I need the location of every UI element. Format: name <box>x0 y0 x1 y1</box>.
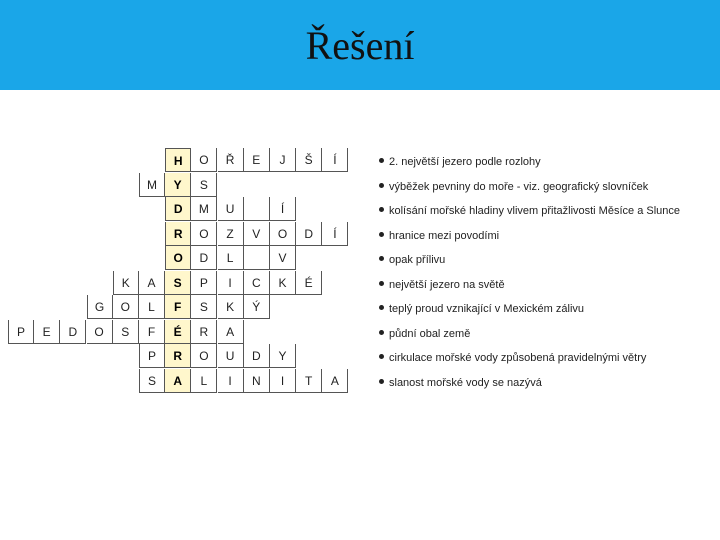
crossword-cell: S <box>191 295 217 319</box>
crossword-cell: Ý <box>244 295 270 319</box>
crossword-cell: S <box>191 173 217 197</box>
crossword-cell: E <box>244 148 270 172</box>
crossword-cell: G <box>87 295 113 319</box>
crossword-cell: L <box>139 295 165 319</box>
crossword-cell: Ř <box>218 148 244 172</box>
crossword-cell: K <box>218 295 244 319</box>
crossword-cell: A <box>322 369 348 393</box>
crossword-cell: S <box>139 369 165 393</box>
solution-cell: O <box>165 246 191 270</box>
clue-item: slanost mořské vody se nazývá <box>379 371 719 396</box>
clue-item: cirkulace mořské vody způsobená pravidelnými větry <box>379 346 719 371</box>
clue-item: výběžek pevniny do moře - viz. geografický slovníček <box>379 175 719 200</box>
crossword-cell: Š <box>296 148 322 172</box>
crossword-cell <box>244 197 270 221</box>
clue-item: opak přílivu <box>379 248 719 273</box>
crossword-cell: V <box>270 246 296 270</box>
crossword-cell: R <box>191 320 217 344</box>
solution-cell: D <box>165 197 191 221</box>
crossword-cell: O <box>270 222 296 246</box>
crossword-cell: J <box>270 148 296 172</box>
crossword-cell: P <box>8 320 34 344</box>
crossword-cell: T <box>296 369 322 393</box>
slide-title: Řešení <box>305 23 415 68</box>
solution-cell: F <box>165 295 191 319</box>
crossword-cell: U <box>218 197 244 221</box>
crossword-cell: I <box>270 369 296 393</box>
crossword-cell: O <box>87 320 113 344</box>
crossword-cell: L <box>218 246 244 270</box>
clue-item: největší jezero na světě <box>379 273 719 298</box>
crossword-cell: P <box>191 271 217 295</box>
solution-cell: H <box>165 148 191 172</box>
crossword-cell: F <box>139 320 165 344</box>
crossword-cell: A <box>139 271 165 295</box>
crossword-cell: D <box>244 344 270 368</box>
crossword-cell: E <box>34 320 60 344</box>
crossword-cell: I <box>218 271 244 295</box>
crossword-cell: M <box>191 197 217 221</box>
crossword-cell: D <box>296 222 322 246</box>
clue-item: kolísání mořské hladiny vlivem přitažlivosti Měsíce a Slunce <box>379 199 719 224</box>
solution-cell: É <box>165 320 191 344</box>
solution-cell: Y <box>165 173 191 197</box>
crossword-cell: Í <box>322 148 348 172</box>
solution-cell: S <box>165 271 191 295</box>
crossword-cell: A <box>218 320 244 344</box>
solution-cell: A <box>165 369 191 393</box>
crossword-cell: I <box>218 369 244 393</box>
clue-item: teplý proud vznikající v Mexickém zálivu <box>379 297 719 322</box>
clue-item: 2. největší jezero podle rozlohy <box>379 150 719 175</box>
clue-list <box>379 150 719 395</box>
crossword-cell: D <box>60 320 86 344</box>
crossword-cell: Í <box>322 222 348 246</box>
crossword-cell: É <box>296 271 322 295</box>
clue-item: hranice mezi povodími <box>379 224 719 249</box>
solution-cell: R <box>165 344 191 368</box>
crossword-cell: Y <box>270 344 296 368</box>
crossword-cell: P <box>139 344 165 368</box>
crossword-cell: N <box>244 369 270 393</box>
clue-item: půdní obal země <box>379 322 719 347</box>
crossword-cell: Z <box>218 222 244 246</box>
crossword-cell: Í <box>270 197 296 221</box>
crossword-cell: L <box>191 369 217 393</box>
solution-cell: R <box>165 222 191 246</box>
crossword-cell: O <box>191 344 217 368</box>
crossword-cell: M <box>139 173 165 197</box>
crossword-cell: K <box>113 271 139 295</box>
crossword-cell: O <box>191 148 217 172</box>
crossword-cell: K <box>270 271 296 295</box>
crossword-cell: V <box>244 222 270 246</box>
crossword-cell: O <box>113 295 139 319</box>
crossword-cell: S <box>113 320 139 344</box>
crossword-cell: C <box>244 271 270 295</box>
crossword-cell: D <box>191 246 217 270</box>
crossword-cell: O <box>191 222 217 246</box>
crossword-cell: U <box>218 344 244 368</box>
crossword-cell <box>244 246 270 270</box>
